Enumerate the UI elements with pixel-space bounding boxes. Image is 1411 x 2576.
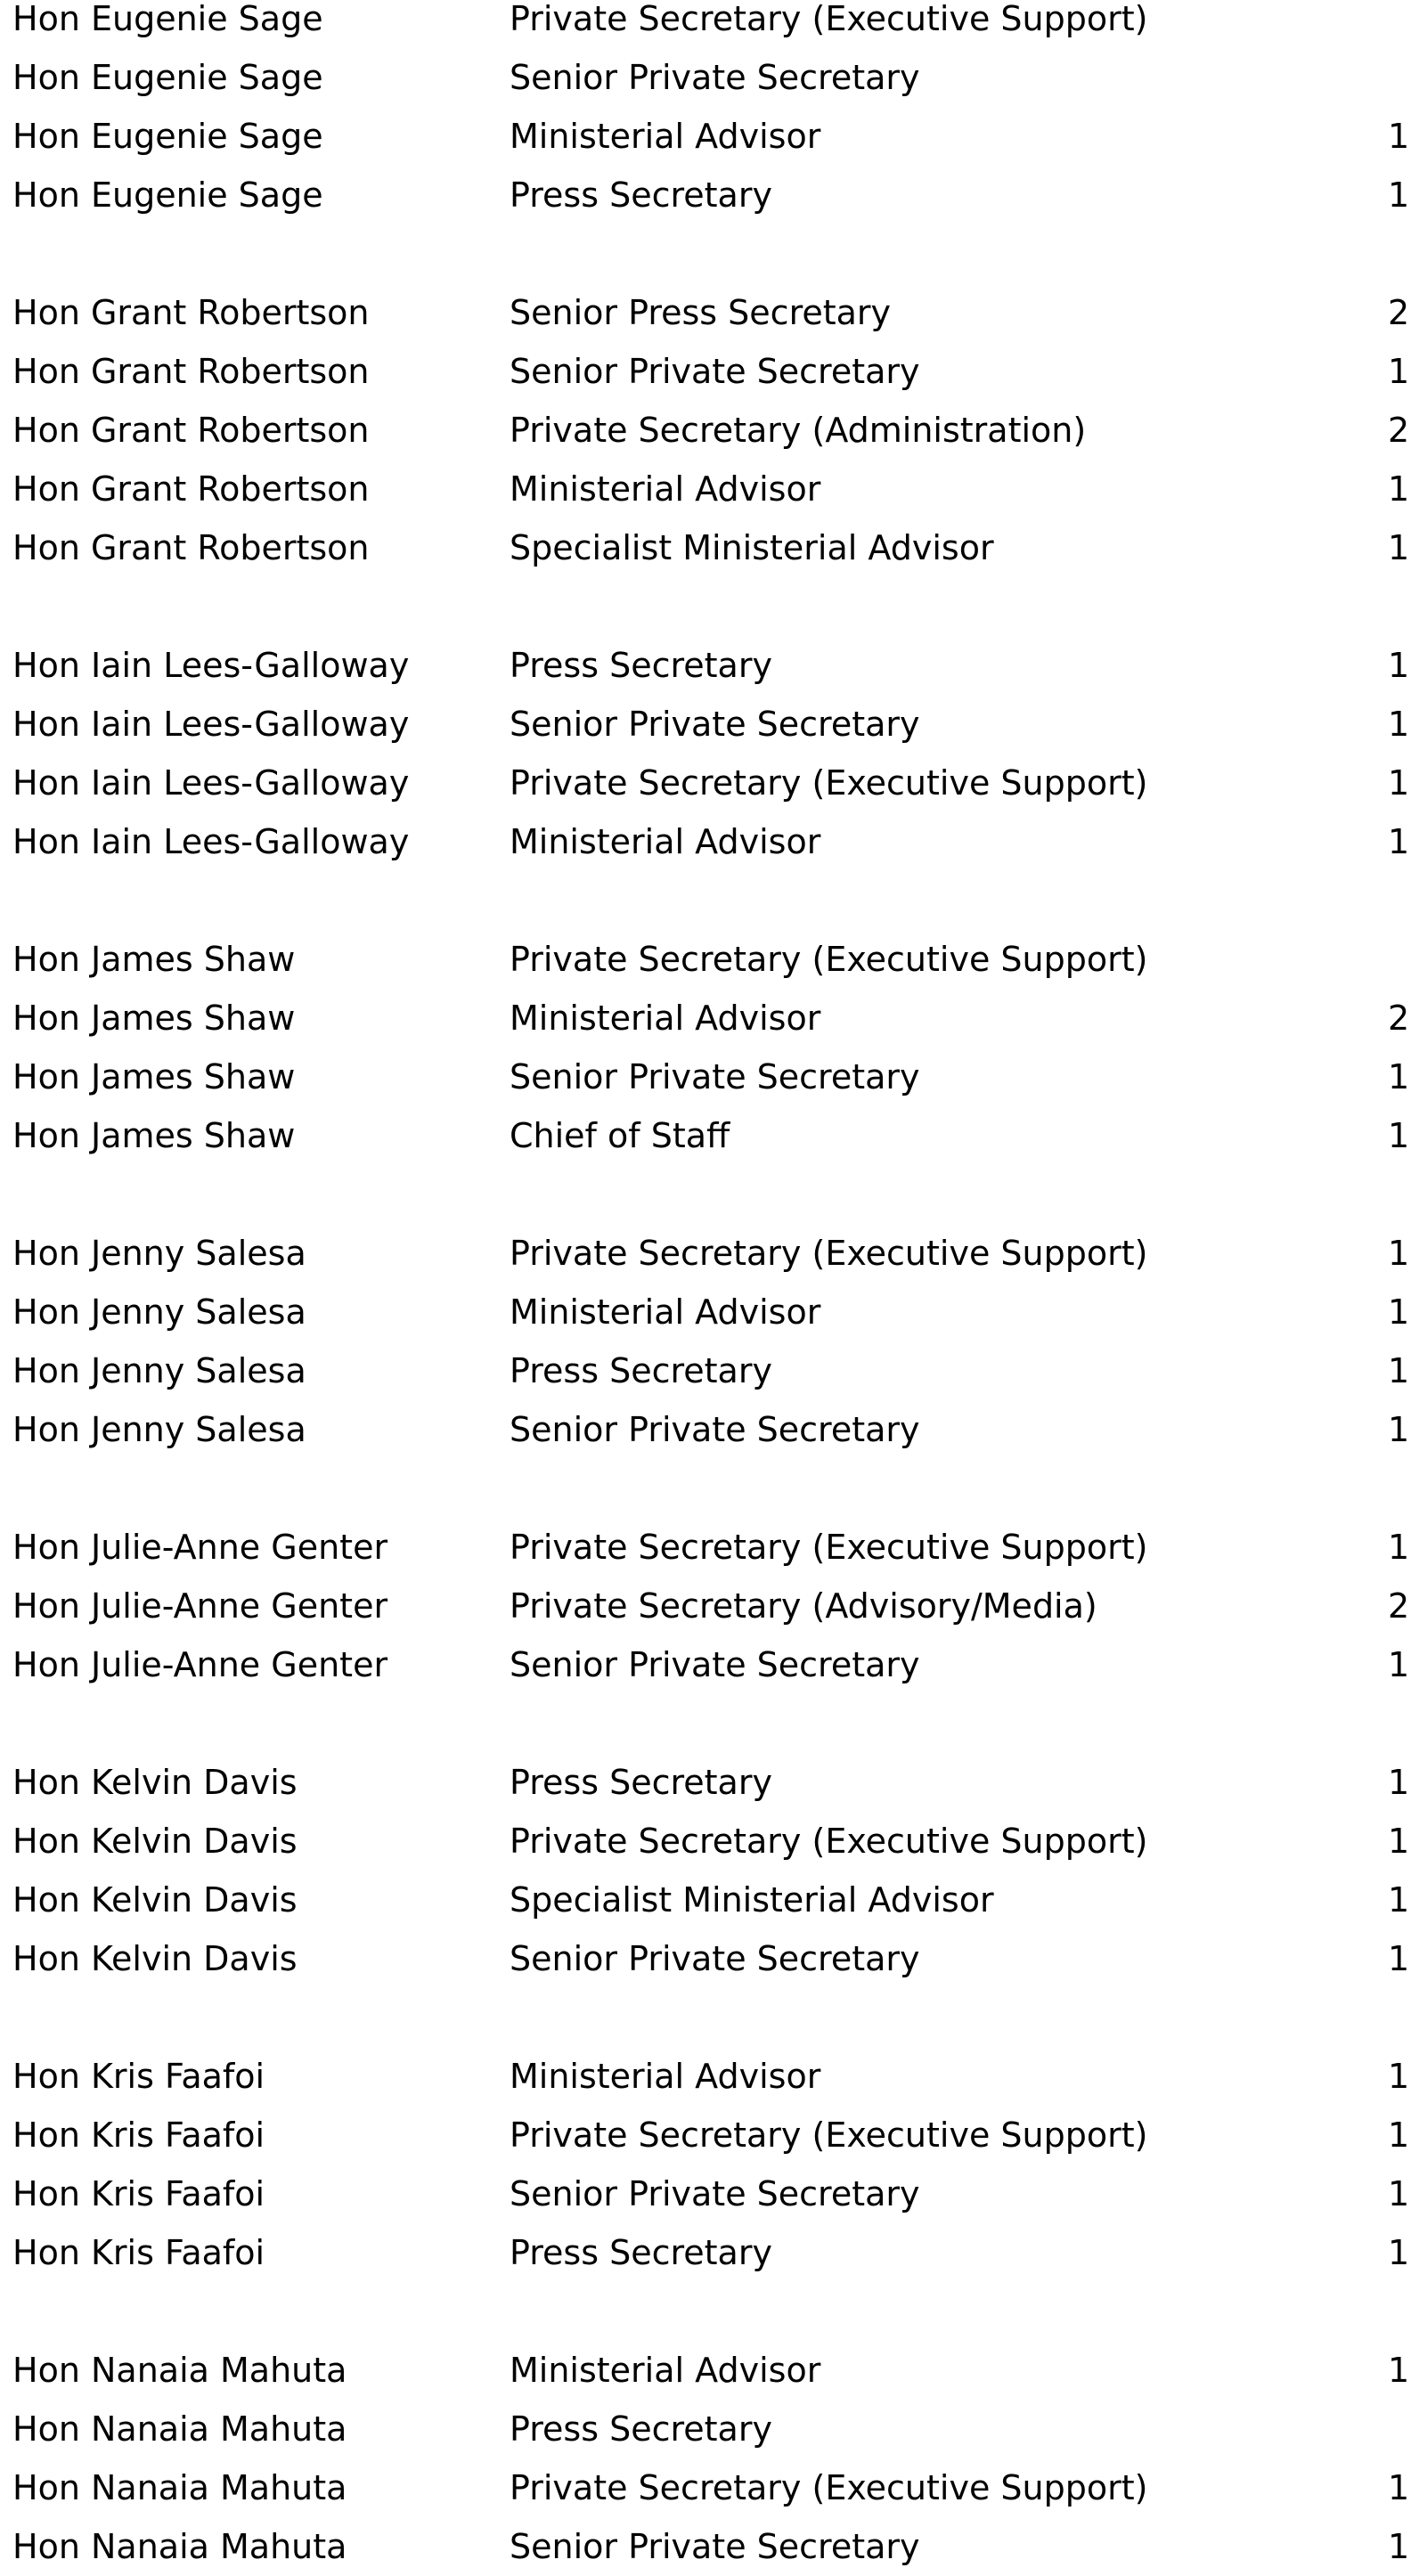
staff-count-cell: 2 (1388, 293, 1410, 332)
staff-count-cell: 1 (1388, 1057, 1410, 1096)
staff-count-cell: 1 (1388, 1880, 1410, 1920)
position-title-cell: Senior Private Secretary (510, 1645, 920, 1684)
staff-count-cell: 1 (1388, 1410, 1410, 1449)
minister-group (0, 0, 1411, 224)
table-row (0, 695, 1411, 754)
minister-name-cell: Hon Jenny Salesa (12, 1292, 306, 1332)
staff-count-cell: 1 (1388, 2174, 1410, 2213)
table-row (0, 1871, 1411, 1929)
table-row (0, 2400, 1411, 2458)
table-row (0, 812, 1411, 871)
minister-name-cell: Hon Iain Lees-Galloway (12, 705, 410, 744)
position-title-cell: Senior Private Secretary (510, 1057, 920, 1096)
table-row (0, 1929, 1411, 1988)
position-title-cell: Private Secretary (Executive Support) (510, 1528, 1148, 1567)
minister-group (0, 2341, 1411, 2576)
table-row (0, 1518, 1411, 1577)
minister-name-cell: Hon Nanaia Mahuta (12, 2351, 347, 2390)
position-title-cell: Press Secretary (510, 646, 772, 685)
table-row (0, 1341, 1411, 1400)
minister-group (0, 2047, 1411, 2282)
table-row (0, 1224, 1411, 1283)
minister-name-cell: Hon Kris Faafoi (12, 2115, 265, 2155)
position-title-cell: Private Secretary (Executive Support) (510, 2468, 1148, 2507)
minister-name-cell: Hon James Shaw (12, 1057, 296, 1096)
table-row (0, 1283, 1411, 1341)
staff-count-cell: 1 (1388, 763, 1410, 803)
table-row (0, 930, 1411, 989)
position-title-cell: Ministerial Advisor (510, 2057, 821, 2096)
staff-count-cell: 1 (1388, 1116, 1410, 1155)
minister-name-cell: Hon Eugenie Sage (12, 175, 323, 215)
position-title-cell: Press Secretary (510, 1763, 772, 1802)
position-title-cell: Press Secretary (510, 2409, 772, 2449)
position-title-cell: Ministerial Advisor (510, 999, 821, 1038)
minister-name-cell: Hon Jenny Salesa (12, 1351, 306, 1390)
position-title-cell: Ministerial Advisor (510, 469, 821, 509)
position-title-cell: Senior Private Secretary (510, 2174, 920, 2213)
position-title-cell: Private Secretary (Administration) (510, 411, 1087, 450)
minister-name-cell: Hon James Shaw (12, 1116, 296, 1155)
minister-name-cell: Hon Julie-Anne Genter (12, 1586, 388, 1626)
position-title-cell: Senior Private Secretary (510, 2527, 920, 2566)
staff-count-cell: 1 (1388, 822, 1410, 861)
minister-name-cell: Hon Iain Lees-Galloway (12, 822, 410, 861)
table-row (0, 48, 1411, 107)
position-title-cell: Private Secretary (Executive Support) (510, 940, 1148, 979)
minister-name-cell: Hon Jenny Salesa (12, 1234, 306, 1273)
table-row (0, 636, 1411, 695)
staff-count-cell: 1 (1388, 469, 1410, 509)
minister-name-cell: Hon James Shaw (12, 999, 296, 1038)
table-row (0, 2458, 1411, 2517)
minister-name-cell: Hon Jenny Salesa (12, 1410, 306, 1449)
minister-name-cell: Hon Kelvin Davis (12, 1939, 298, 1978)
minister-name-cell: Hon Eugenie Sage (12, 117, 323, 156)
minister-name-cell: Hon James Shaw (12, 940, 296, 979)
staff-count-cell: 1 (1388, 2468, 1410, 2507)
position-title-cell: Ministerial Advisor (510, 822, 821, 861)
position-title-cell: Ministerial Advisor (510, 1292, 821, 1332)
minister-name-cell: Hon Kris Faafoi (12, 2057, 265, 2096)
minister-name-cell: Hon Nanaia Mahuta (12, 2468, 347, 2507)
staff-count-cell: 1 (1388, 352, 1410, 391)
minister-name-cell: Hon Kelvin Davis (12, 1822, 298, 1861)
table-row (0, 107, 1411, 166)
position-title-cell: Private Secretary (Executive Support) (510, 1822, 1148, 1861)
table-row (0, 0, 1411, 48)
minister-group (0, 1518, 1411, 1694)
staff-count-cell: 1 (1388, 1234, 1410, 1273)
minister-name-cell: Hon Grant Robertson (12, 528, 370, 567)
staff-count-cell: 1 (1388, 2527, 1410, 2566)
position-title-cell: Press Secretary (510, 2233, 772, 2272)
table-row (0, 1106, 1411, 1165)
table-row (0, 342, 1411, 401)
staff-count-cell: 1 (1388, 2115, 1410, 2155)
position-title-cell: Senior Private Secretary (510, 352, 920, 391)
table-row (0, 1753, 1411, 1812)
position-title-cell: Ministerial Advisor (510, 117, 821, 156)
position-title-cell: Senior Private Secretary (510, 1939, 920, 1978)
table-row (0, 401, 1411, 460)
table-row (0, 166, 1411, 224)
staff-count-cell: 1 (1388, 646, 1410, 685)
table-row (0, 989, 1411, 1048)
minister-name-cell: Hon Julie-Anne Genter (12, 1528, 388, 1567)
staff-count-cell: 2 (1388, 999, 1410, 1038)
staff-count-cell: 1 (1388, 2057, 1410, 2096)
table-row (0, 2517, 1411, 2576)
staff-count-cell: 1 (1388, 117, 1410, 156)
staff-count-cell: 1 (1388, 1528, 1410, 1567)
position-title-cell: Press Secretary (510, 1351, 772, 1390)
staff-count-cell: 1 (1388, 528, 1410, 567)
minister-name-cell: Hon Eugenie Sage (12, 58, 323, 97)
table-row (0, 2106, 1411, 2164)
position-title-cell: Specialist Ministerial Advisor (510, 528, 994, 567)
staff-count-cell: 2 (1388, 1586, 1410, 1626)
position-title-cell: Senior Press Secretary (510, 293, 892, 332)
minister-name-cell: Hon Iain Lees-Galloway (12, 763, 410, 803)
minister-name-cell: Hon Kris Faafoi (12, 2174, 265, 2213)
table-row (0, 460, 1411, 518)
table-row (0, 1577, 1411, 1635)
staff-count-cell: 1 (1388, 1645, 1410, 1684)
position-title-cell: Private Secretary (Executive Support) (510, 2115, 1148, 2155)
staff-count-cell: 1 (1388, 2233, 1410, 2272)
position-title-cell: Specialist Ministerial Advisor (510, 1880, 994, 1920)
staff-count-cell: 1 (1388, 705, 1410, 744)
position-title-cell: Senior Private Secretary (510, 705, 920, 744)
table-row (0, 2047, 1411, 2106)
minister-name-cell: Hon Eugenie Sage (12, 0, 323, 38)
table-row (0, 518, 1411, 577)
table-row (0, 2164, 1411, 2223)
minister-name-cell: Hon Kelvin Davis (12, 1763, 298, 1802)
minister-group (0, 1753, 1411, 1988)
position-title-cell: Chief of Staff (510, 1116, 730, 1155)
minister-group (0, 1224, 1411, 1459)
position-title-cell: Private Secretary (Executive Support) (510, 1234, 1148, 1273)
minister-name-cell: Hon Grant Robertson (12, 293, 370, 332)
minister-name-cell: Hon Grant Robertson (12, 352, 370, 391)
table-row (0, 1048, 1411, 1106)
position-title-cell: Ministerial Advisor (510, 2351, 821, 2390)
staff-count-cell: 1 (1388, 2351, 1410, 2390)
position-title-cell: Senior Private Secretary (510, 58, 920, 97)
table-row (0, 1400, 1411, 1459)
staff-count-cell: 1 (1388, 1939, 1410, 1978)
staff-count-cell: 1 (1388, 1822, 1410, 1861)
table-row (0, 754, 1411, 812)
minister-name-cell: Hon Grant Robertson (12, 469, 370, 509)
minister-name-cell: Hon Iain Lees-Galloway (12, 646, 410, 685)
staff-count-cell: 2 (1388, 411, 1410, 450)
position-title-cell: Private Secretary (Advisory/Media) (510, 1586, 1097, 1626)
position-title-cell: Senior Private Secretary (510, 1410, 920, 1449)
position-title-cell: Private Secretary (Executive Support) (510, 0, 1148, 38)
staff-count-cell: 1 (1388, 175, 1410, 215)
minister-name-cell: Hon Nanaia Mahuta (12, 2527, 347, 2566)
staff-count-cell: 1 (1388, 1763, 1410, 1802)
staff-count-cell: 1 (1388, 1351, 1410, 1390)
position-title-cell: Press Secretary (510, 175, 772, 215)
minister-name-cell: Hon Kelvin Davis (12, 1880, 298, 1920)
table-row (0, 2223, 1411, 2282)
position-title-cell: Private Secretary (Executive Support) (510, 763, 1148, 803)
minister-group (0, 930, 1411, 1165)
table-row (0, 283, 1411, 342)
minister-name-cell: Hon Julie-Anne Genter (12, 1645, 388, 1684)
table-row (0, 2341, 1411, 2400)
table-row (0, 1812, 1411, 1871)
minister-name-cell: Hon Nanaia Mahuta (12, 2409, 347, 2449)
minister-name-cell: Hon Grant Robertson (12, 411, 370, 450)
minister-group (0, 636, 1411, 871)
staff-count-cell: 1 (1388, 1292, 1410, 1332)
minister-group (0, 283, 1411, 577)
table-row (0, 1635, 1411, 1694)
minister-name-cell: Hon Kris Faafoi (12, 2233, 265, 2272)
